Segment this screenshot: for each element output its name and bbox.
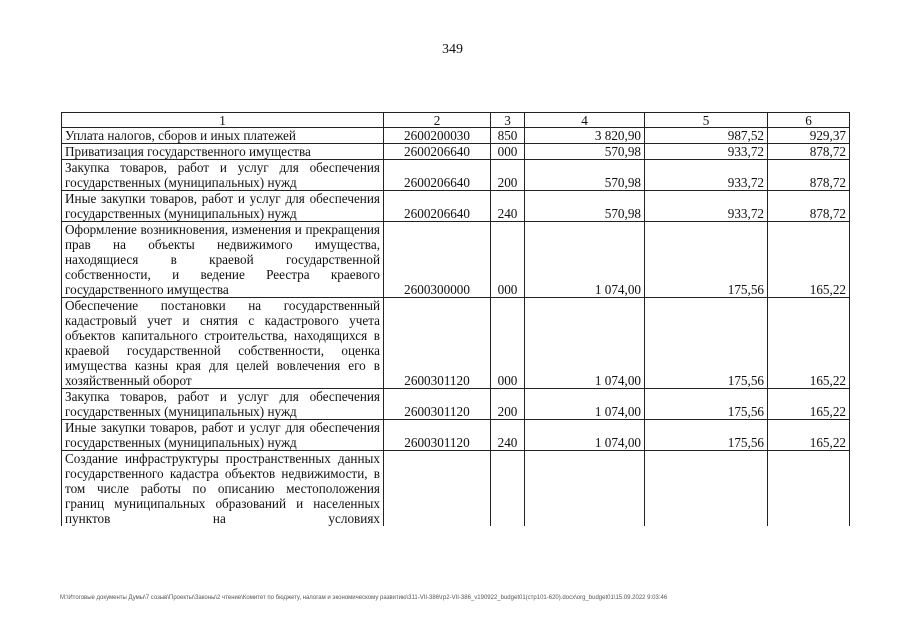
table-row (62, 222, 850, 298)
row-sum-3-cell: 165,22 (768, 420, 850, 451)
row-name-cell: Обеспечение постановки на государственный кадастровый учет и снятия с кадастрового учета объектов капитального строительства, находящихся в краевой государственной собственности, оценка имущества казны края для целей вовлечения его в хозяйственный оборот (62, 298, 384, 389)
row-name-cell: Приватизация государственного имущества (62, 144, 384, 160)
row-sum-1-cell: 1 074,00 (525, 298, 645, 389)
row-vr-cell: 000 (491, 144, 525, 160)
row-name-cell: Иные закупки товаров, работ и услуг для обеспечения государственных (муниципальных) нужд (62, 420, 384, 451)
row-vr-cell: 200 (491, 160, 525, 191)
row-sum-1-cell: 3 820,90 (525, 128, 645, 144)
row-sum-3-cell: 929,37 (768, 128, 850, 144)
row-name-cell: Создание инфраструктуры пространственных данных государственного кадастра объектов недвижимости, в том числе работы по описанию местоположения границ муниципальных образований и населенных пунктов на условиях (62, 451, 384, 527)
row-vr-cell: 240 (491, 420, 525, 451)
document-path-footer: M:\Итоговые документы Думы\7 созыв\Проекты\Законы\2 чтение\Комитет по бюджету, налогам и экономическому развитию\311-VII-386\гр2-VII-386_v190922_budget01(стр101-620).docx\org_budget01\15.09.2022 9:03:46 (60, 595, 668, 601)
row-sum-3-cell: 878,72 (768, 160, 850, 191)
row-csr-cell: 2600206640 (384, 160, 491, 191)
row-csr-cell: 2600300000 (384, 222, 491, 298)
row-name-cell: Оформление возникновения, изменения и прекращения прав на объекты недвижимого имущества, находящиеся в краевой государственной собственности, и ведение Реестра краевого государственного имущества (62, 222, 384, 298)
budget-table (61, 112, 850, 526)
column-header-name: 1 (62, 113, 384, 128)
row-vr-cell: 000 (491, 222, 525, 298)
row-vr-cell: 850 (491, 128, 525, 144)
row-sum-3-cell: 878,72 (768, 191, 850, 222)
column-header-sum-3: 6 (768, 113, 850, 128)
row-name-cell: Закупка товаров, работ и услуг для обеспечения государственных (муниципальных) нужд (62, 389, 384, 420)
row-sum-1-cell: 570,98 (525, 191, 645, 222)
column-header-sum-2: 5 (645, 113, 768, 128)
column-header-vr: 3 (491, 113, 525, 128)
row-sum-2-cell: 933,72 (645, 144, 768, 160)
row-sum-1-cell (525, 451, 645, 527)
row-csr-cell: 2600206640 (384, 191, 491, 222)
row-sum-2-cell: 175,56 (645, 222, 768, 298)
row-csr-cell: 2600301120 (384, 389, 491, 420)
row-sum-1-cell: 570,98 (525, 160, 645, 191)
column-header-sum-1: 4 (525, 113, 645, 128)
row-name-cell: Закупка товаров, работ и услуг для обеспечения государственных (муниципальных) нужд (62, 160, 384, 191)
row-sum-1-cell: 570,98 (525, 144, 645, 160)
row-sum-2-cell: 933,72 (645, 160, 768, 191)
row-csr-cell: 2600206640 (384, 144, 491, 160)
row-sum-2-cell: 175,56 (645, 420, 768, 451)
page-number: 349 (442, 42, 463, 57)
row-vr-cell: 000 (491, 298, 525, 389)
row-sum-1-cell: 1 074,00 (525, 420, 645, 451)
row-sum-3-cell: 165,22 (768, 222, 850, 298)
row-csr-cell: 2600301120 (384, 420, 491, 451)
row-sum-3-cell (768, 451, 850, 527)
row-sum-3-cell: 165,22 (768, 298, 850, 389)
row-csr-cell: 2600200030 (384, 128, 491, 144)
column-header-csr: 2 (384, 113, 491, 128)
row-sum-1-cell: 1 074,00 (525, 222, 645, 298)
row-sum-2-cell: 987,52 (645, 128, 768, 144)
row-sum-3-cell: 165,22 (768, 389, 850, 420)
table-row (62, 389, 850, 420)
table-header-row (62, 113, 850, 128)
table-row (62, 160, 850, 191)
row-vr-cell: 200 (491, 389, 525, 420)
row-vr-cell: 240 (491, 191, 525, 222)
row-csr-cell: 2600301120 (384, 298, 491, 389)
table-row (62, 420, 850, 451)
row-vr-cell (491, 451, 525, 527)
row-sum-2-cell: 933,72 (645, 191, 768, 222)
table-row (62, 191, 850, 222)
table-row (62, 144, 850, 160)
table-row (62, 451, 850, 527)
row-sum-2-cell: 175,56 (645, 298, 768, 389)
row-sum-2-cell: 175,56 (645, 389, 768, 420)
row-sum-3-cell: 878,72 (768, 144, 850, 160)
table-row (62, 298, 850, 389)
table-row (62, 128, 850, 144)
row-name-cell: Уплата налогов, сборов и иных платежей (62, 128, 384, 144)
row-csr-cell (384, 451, 491, 527)
row-sum-2-cell (645, 451, 768, 527)
row-name-cell: Иные закупки товаров, работ и услуг для обеспечения государственных (муниципальных) нужд (62, 191, 384, 222)
row-sum-1-cell: 1 074,00 (525, 389, 645, 420)
